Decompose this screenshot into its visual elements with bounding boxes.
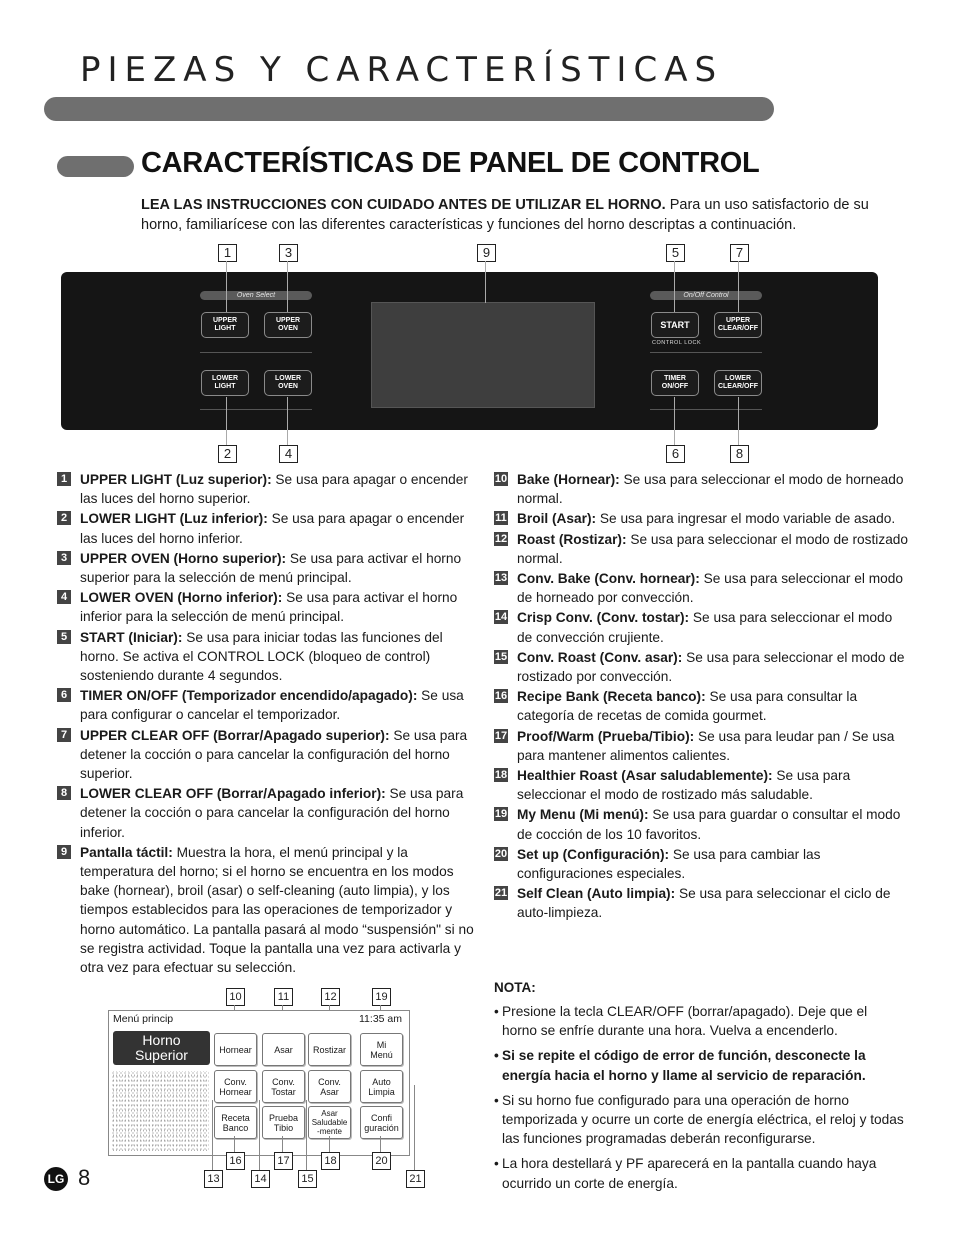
mi-menu-button[interactable]: Mi Menú [360, 1033, 403, 1066]
nota-item: • La hora destellará y PF aparecerá en la pantalla cuando haya ocurrido un corte de energía. [494, 1154, 904, 1192]
item-desc: Muestra la hora, el menú principal y la temperatura del horno; si el horno se encuentra en los modos bake (hornear), broil (asar) o self-cleaning (auto limpia), y los tiempos establecidos para las operaciones de temporizador y horno automático. La pantalla pasará al modo “suspensión" si no se registra actividad. Toque la pantalla una vez para activarla y otra vez para efectuar su selección. [80, 844, 474, 976]
list-item [494, 884, 910, 922]
item-term: Conv. Roast (Conv. asar): [517, 649, 683, 665]
hornear-button[interactable]: Hornear [214, 1033, 257, 1066]
callout-13: 13 [204, 1170, 223, 1188]
item-number: 7 [57, 728, 71, 742]
upper-oven-button[interactable]: UPPER OVEN [264, 312, 312, 338]
rostizar-button[interactable]: Rostizar [308, 1033, 351, 1066]
asar-button[interactable]: Asar [262, 1033, 305, 1066]
panel-divider [200, 352, 312, 353]
upper-light-button[interactable]: UPPER LIGHT [201, 312, 249, 338]
item-term: Self Clean (Auto limpia): [517, 886, 676, 902]
item-number: 9 [57, 845, 71, 859]
item-number: 19 [494, 808, 508, 821]
leader-line [226, 261, 227, 312]
list-item [494, 648, 910, 686]
item-term: Proof/Warm (Prueba/Tibio): [517, 728, 695, 744]
list-item [494, 766, 910, 804]
callout-21: 21 [406, 1170, 425, 1188]
list-item [57, 686, 475, 724]
leader-line [226, 397, 227, 445]
panel-divider [200, 409, 312, 410]
item-number: 5 [57, 630, 71, 644]
item-number: 12 [494, 532, 508, 545]
item-desc: Se usa para leudar pan / Se usa para mantener alimentos calientes. [517, 728, 895, 763]
upper-clear-button[interactable]: UPPER CLEAR/OFF [714, 312, 762, 338]
item-term: Recipe Bank (Receta banco): [517, 689, 706, 705]
list-item [57, 726, 475, 784]
callout-15: 15 [298, 1170, 317, 1188]
lg-logo: LG [44, 1167, 68, 1191]
callout-11: 11 [274, 988, 293, 1006]
list-item [57, 784, 475, 842]
intro-bold: LEA LAS INSTRUCCIONES CON CUIDADO ANTES DE UTILIZAR EL HORNO. [141, 197, 666, 213]
list-item [494, 509, 910, 528]
lower-light-button[interactable]: LOWER LIGHT [201, 370, 249, 396]
leader-line [414, 1085, 415, 1170]
lower-oven-button[interactable]: LOWER OVEN [264, 370, 312, 396]
item-desc: Se usa para seleccionar el ciclo de auto-limpieza. [517, 886, 891, 921]
item-desc: Se usa para seleccionar el modo de horneado por convección. [517, 571, 903, 606]
item-desc: Se usa para configurar o cancelar el temporizador. [80, 688, 464, 723]
callout-3: 3 [279, 244, 298, 262]
item-term: Broil (Asar): [517, 511, 597, 527]
prueba-tibio-button[interactable]: Prueba Tibio [262, 1106, 305, 1139]
item-term: UPPER CLEAR OFF (Borrar/Apagado superior): [80, 727, 390, 743]
list-item [494, 845, 910, 883]
list-item [57, 843, 475, 977]
item-number: 15 [494, 650, 508, 663]
item-term: Pantalla táctil: [80, 844, 173, 860]
callout-14: 14 [251, 1170, 270, 1188]
item-desc: Se usa para iniciar todas las funciones del horno. Se activa el CONTROL LOCK (bloqueo de control) sosteniendo durante 4 segundos. [80, 629, 443, 684]
auto-limpia-button[interactable]: Auto Limpia [360, 1070, 403, 1103]
nota-item: • Presione la tecla CLEAR/OFF (borrar/apagado). Deje que el horno se enfríe durante una hora. Vuelva a encenderlo. [494, 1002, 904, 1040]
item-term: My Menu (Mi menú): [517, 807, 649, 823]
item-term: START (Iniciar): [80, 629, 183, 645]
leader-line [674, 397, 675, 445]
leader-line [259, 1100, 260, 1170]
item-desc: Se usa para detener la cocción o para cancelar la configuración del horno inferior. [80, 786, 464, 840]
callout-12: 12 [321, 988, 340, 1006]
item-number: 13 [494, 572, 508, 585]
item-desc: Se usa para guardar o consultar el modo de cocción de los 10 favoritos. [517, 807, 901, 842]
leader-line [212, 1100, 213, 1170]
item-term: UPPER LIGHT (Luz superior): [80, 472, 272, 487]
item-number: 18 [494, 769, 508, 782]
leader-line [380, 1136, 381, 1152]
item-number: 21 [494, 887, 508, 900]
item-term: TIMER ON/OFF (Temporizador encendido/apagado): [80, 688, 418, 704]
control-lock-label: CONTROL LOCK [652, 340, 702, 346]
callout-7: 7 [730, 244, 749, 262]
list-item [57, 549, 475, 587]
item-number: 16 [494, 690, 508, 703]
nota-list [494, 1002, 904, 1199]
item-number: 11 [495, 512, 507, 525]
leader-line [329, 1136, 330, 1152]
leader-line [674, 261, 675, 312]
item-term: Healthier Roast (Asar saludablemente): [517, 768, 773, 784]
screen-texture [111, 1071, 209, 1151]
item-term: Conv. Bake (Conv. hornear): [517, 571, 700, 587]
right-feature-list [494, 470, 910, 924]
item-desc: Se usa para activar el horno inferior para la selección de menú principal. [80, 590, 458, 625]
item-term: UPPER OVEN (Horno superior): [80, 550, 287, 566]
nota-heading: NOTA: [494, 980, 536, 995]
configuracion-button[interactable]: Confi guración [360, 1106, 403, 1139]
panel-divider [650, 409, 762, 410]
clock-time: 11:35 am [359, 1013, 402, 1025]
list-item [494, 569, 910, 607]
list-item [494, 687, 910, 725]
leader-line [282, 1136, 283, 1152]
item-term: Roast (Rostizar): [517, 531, 627, 547]
item-desc: Se usa para apagar o encender las luces del horno superior. [80, 472, 468, 507]
callout-2: 2 [218, 445, 237, 463]
section-title: CARACTERÍSTICAS DE PANEL DE CONTROL [141, 147, 760, 179]
item-number: 10 [494, 473, 508, 485]
leader-line [287, 261, 288, 312]
conv-tostar-button[interactable]: Conv. Tostar [262, 1070, 305, 1103]
item-desc: Se usa para detener la cocción o para cancelar la configuración del horno superior. [80, 727, 468, 782]
item-desc: Se usa para cambiar las configuraciones especiales. [517, 846, 821, 882]
callout-6: 6 [666, 445, 685, 463]
item-term: Set up (Configuración): [517, 846, 670, 862]
list-item [494, 805, 910, 843]
list-item [494, 608, 910, 646]
list-item [494, 470, 910, 508]
list-item [57, 509, 475, 547]
intro-paragraph [141, 196, 911, 235]
leader-line [306, 1100, 307, 1170]
item-number: 8 [57, 786, 71, 800]
page-title: PIEZAS Y CARACTERÍSTICAS [80, 50, 724, 90]
callout-18: 18 [321, 1152, 340, 1170]
item-number: 3 [57, 551, 71, 565]
start-button[interactable]: START [651, 312, 699, 338]
item-term: Bake (Hornear): [517, 472, 620, 487]
leader-line [738, 397, 739, 445]
intro-text: Para un uso satisfactorio de su horno, familiarícese con las diferentes características y funciones del horno descriptas a continuación. [141, 197, 869, 233]
item-desc: Se usa para apagar o encender las luces del horno inferior. [80, 511, 465, 546]
item-number: 6 [57, 688, 71, 702]
callout-10: 10 [226, 988, 245, 1006]
item-desc: Se usa para activar el horno superior para la selección de menú principal. [80, 550, 462, 586]
nota-item: • Si su horno fue configurado para una operación de horno temporizada y ocurre un corte de energía eléctrica, el reloj y todas las funciones programadas deberán reconfigurarse. [494, 1091, 904, 1149]
left-feature-list [57, 470, 475, 978]
panel-divider [650, 352, 762, 353]
item-number: 20 [494, 847, 508, 860]
onoff-control-label: On/Off Control [650, 291, 762, 300]
item-number: 1 [57, 472, 71, 486]
callout-1: 1 [218, 244, 237, 262]
list-item [57, 588, 475, 626]
callout-19: 19 [372, 988, 391, 1006]
item-desc: Se usa para seleccionar el modo de rostizado más saludable. [517, 768, 851, 803]
item-term: LOWER OVEN (Horno inferior): [80, 590, 283, 606]
list-item [57, 470, 475, 508]
leader-line [234, 1136, 235, 1152]
nota-item: • Si se repite el código de error de función, desconecte la energía hacia el horno y llame al servicio de reparación. [494, 1046, 904, 1084]
receta-banco-button[interactable]: Receta Banco [214, 1106, 257, 1139]
horno-superior-tab[interactable]: Horno Superior [113, 1031, 210, 1065]
item-desc: Se usa para seleccionar el modo de rostizado normal. [517, 531, 909, 566]
menu-label: Menú princip [113, 1013, 174, 1025]
item-term: LOWER LIGHT (Luz inferior): [80, 511, 268, 527]
callout-8: 8 [730, 445, 749, 463]
control-panel [61, 272, 878, 430]
item-desc: Se usa para seleccionar el modo de convección crujiente. [517, 610, 893, 645]
callout-17: 17 [274, 1152, 293, 1170]
item-term: Crisp Conv. (Conv. tostar): [517, 610, 690, 626]
leader-line [485, 261, 486, 303]
touch-screen-display[interactable] [371, 302, 595, 408]
item-term: LOWER CLEAR OFF (Borrar/Apagado inferior): [80, 786, 386, 802]
item-desc: Se usa para ingresar el modo variable de asado. [596, 511, 896, 527]
callout-4: 4 [279, 445, 298, 463]
page-number: 8 [78, 1165, 91, 1190]
section-marker [57, 156, 134, 177]
conv-asar-button[interactable]: Conv. Asar [308, 1070, 351, 1103]
callout-5: 5 [666, 244, 685, 262]
item-number: 4 [57, 590, 71, 604]
oven-select-label: Oven Select [200, 291, 312, 300]
callout-9: 9 [477, 244, 496, 262]
item-number: 17 [494, 729, 508, 742]
item-desc: Se usa para consultar la categoría de recetas de comida gourmet. [517, 689, 858, 724]
item-number: 14 [494, 611, 508, 624]
callout-20: 20 [372, 1152, 391, 1170]
conv-hornear-button[interactable]: Conv. Hornear [214, 1070, 257, 1103]
lower-clear-button[interactable]: LOWER CLEAR/OFF [714, 370, 762, 396]
asar-saludable-button[interactable]: Asar Saludable -mente [308, 1106, 351, 1139]
item-number: 2 [57, 511, 71, 525]
header-bar [44, 97, 774, 121]
callout-16: 16 [226, 1152, 245, 1170]
item-desc: Se usa para seleccionar el modo de rostizado por convección. [517, 649, 905, 685]
list-item [57, 628, 475, 686]
timer-button[interactable]: TIMER ON/OFF [651, 370, 699, 396]
list-item [494, 530, 910, 568]
leader-line [287, 397, 288, 445]
list-item [494, 727, 910, 765]
leader-line [738, 261, 739, 312]
item-desc: Se usa para seleccionar el modo de horneado normal. [517, 472, 904, 507]
